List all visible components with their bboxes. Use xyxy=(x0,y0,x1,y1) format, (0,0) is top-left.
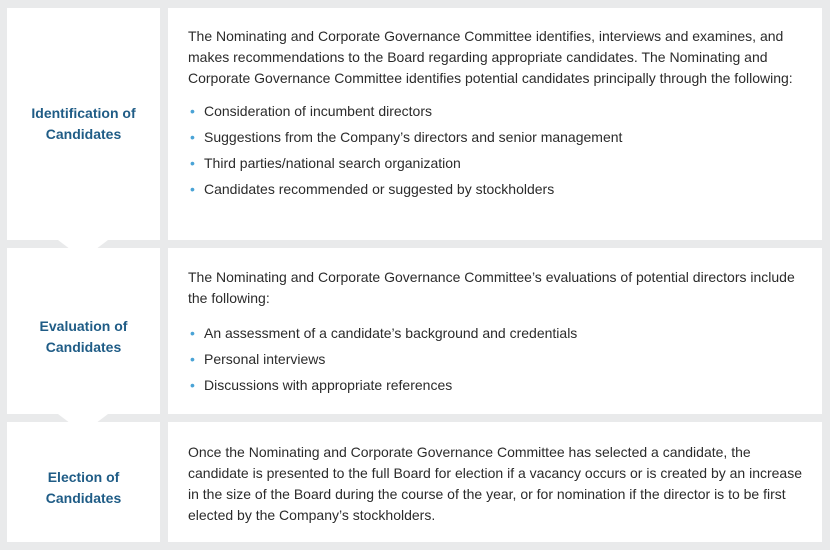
stage-label-identification xyxy=(7,8,160,240)
list-item: • Discussions with appropriate references xyxy=(188,375,806,396)
bullet-icon: • xyxy=(190,129,195,145)
bullet-icon: • xyxy=(190,377,195,393)
list-item: • Candidates recommended or suggested by stockholders xyxy=(188,179,806,200)
stage-label-evaluation xyxy=(7,248,160,414)
stage-label-election xyxy=(7,422,160,542)
stage-content-evaluation xyxy=(168,248,822,414)
stage-title-line1: Identification of xyxy=(31,105,136,121)
bullet-icon: • xyxy=(190,351,195,367)
stage-title-line1: Election of xyxy=(47,469,120,485)
stage-intro-text: The Nominating and Corporate Governance Committee identifies, interviews and examines, and makes recommendations to the Board regarding appropriate candidates. The Nominating and Corporate Governance Committee identifies potential candidates principally through the following: xyxy=(188,28,793,86)
stage-title-line2: Candidates xyxy=(45,490,122,506)
flow-arrow-icon xyxy=(58,414,108,433)
list-item: • Consideration of incumbent directors xyxy=(188,101,806,122)
stage-title-line2: Candidates xyxy=(45,126,122,142)
list-item: • Personal interviews xyxy=(188,349,806,370)
list-item: • Suggestions from the Company’s directors and senior management xyxy=(188,127,806,148)
stage-intro-text: The Nominating and Corporate Governance Committee’s evaluations of potential directors include the following: xyxy=(188,269,795,306)
bullet-icon: • xyxy=(190,155,195,171)
criteria-list xyxy=(188,101,806,200)
bullet-icon: • xyxy=(190,181,195,197)
bullet-icon: • xyxy=(190,325,195,341)
stage-content-election xyxy=(168,422,822,542)
stage-title-line1: Evaluation of xyxy=(39,318,128,334)
bullet-icon: • xyxy=(190,103,195,119)
stage-content-identification xyxy=(168,8,822,240)
stage-intro-text: Once the Nominating and Corporate Governance Committee has selected a candidate, the candidate is presented to the full Board for election if a vacancy occurs or is created by an increase in the size of the Board during the course of the year, or for nomination if the director is to be first elected by the Company’s stockholders. xyxy=(188,444,803,523)
list-item: • Third parties/national search organization xyxy=(188,153,806,174)
flow-arrow-icon xyxy=(58,240,108,259)
stage-title-line2: Candidates xyxy=(45,339,122,355)
list-item: • An assessment of a candidate’s background and credentials xyxy=(188,323,806,344)
criteria-list xyxy=(188,323,806,396)
